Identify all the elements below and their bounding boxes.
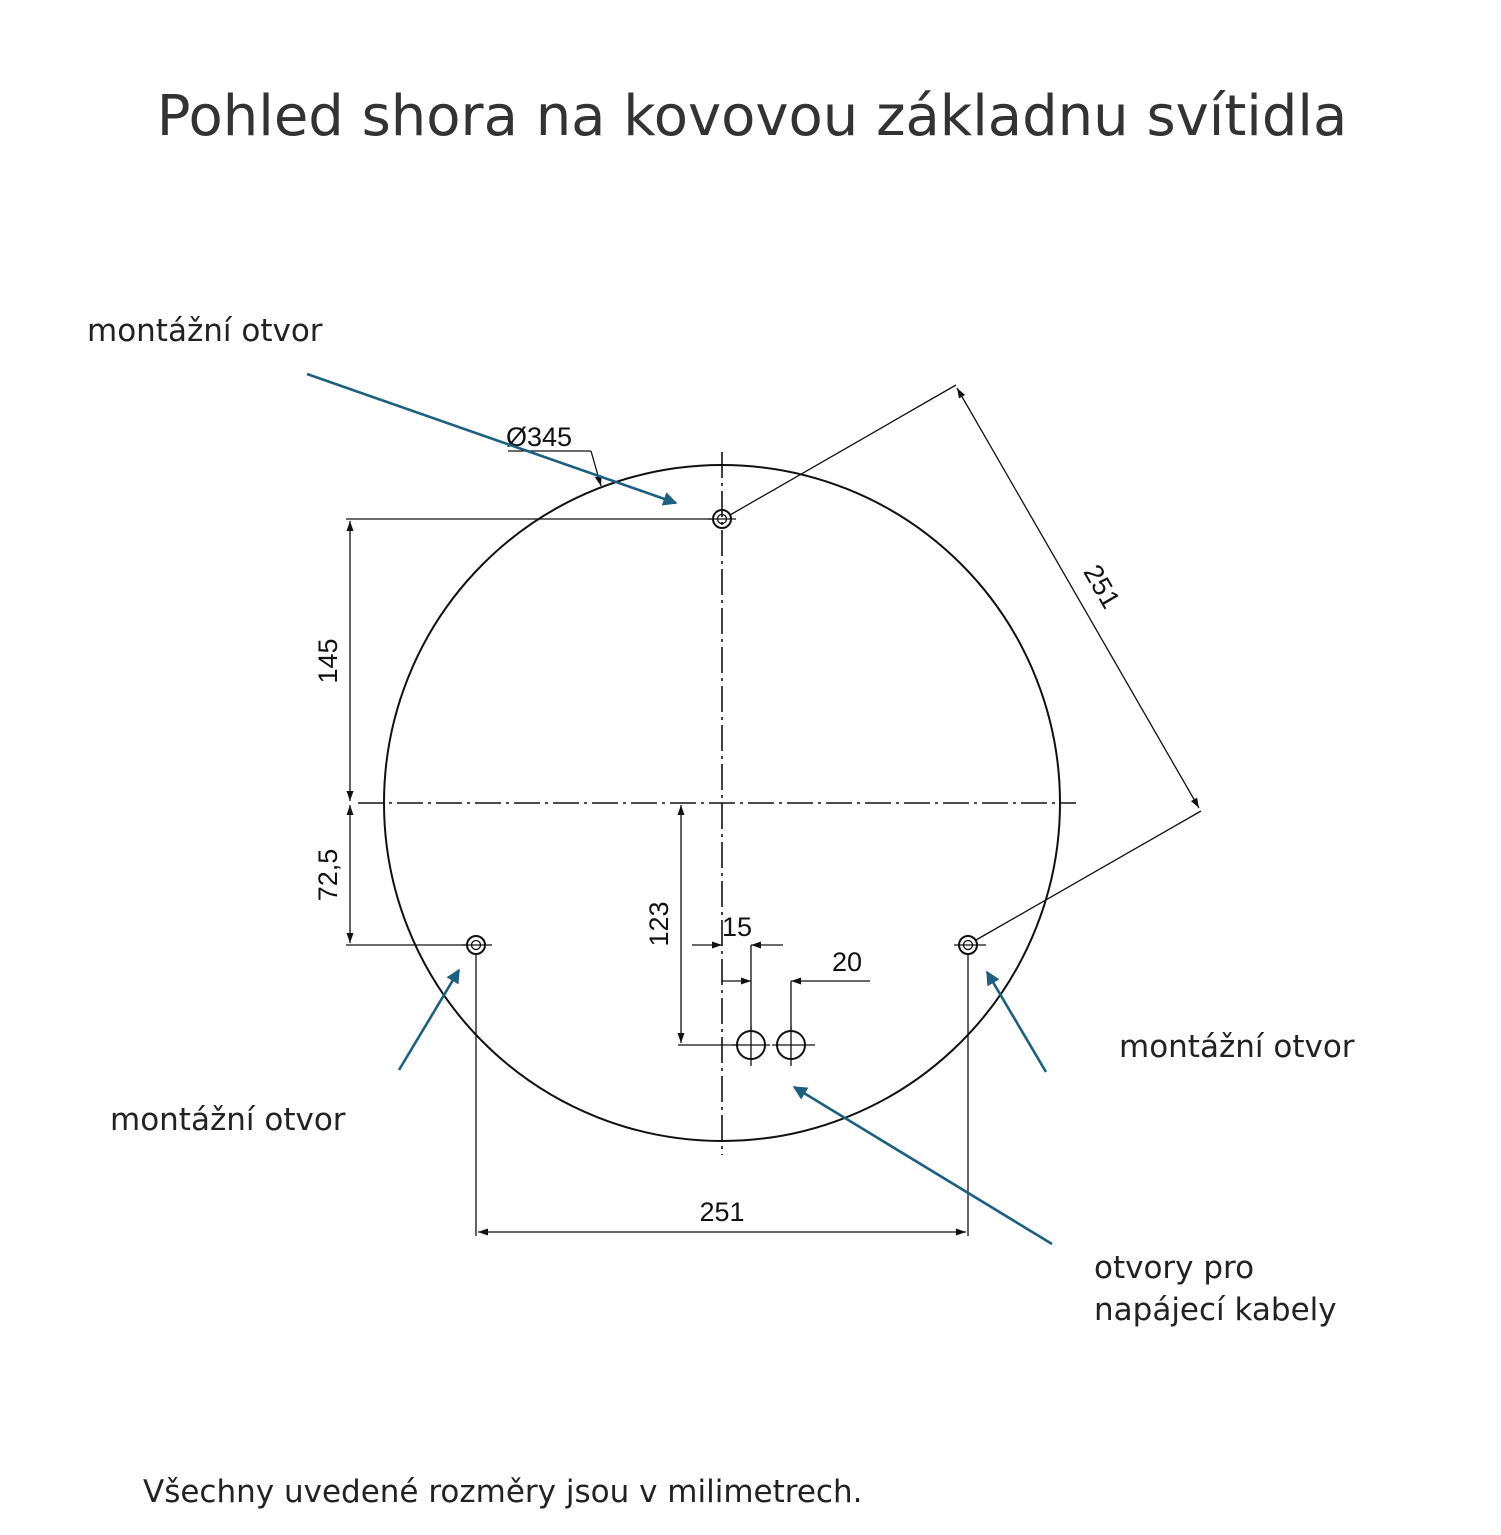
arrow-cable-holes: [794, 1087, 1052, 1244]
mount-hole-right: [954, 936, 986, 954]
dimension-15-lines: [692, 945, 783, 1030]
label-mount-top-left: montážní otvor: [87, 313, 323, 349]
dimension-145: 145: [313, 638, 343, 684]
arrow-mount-left: [399, 970, 459, 1070]
arrow-mount-top: [307, 374, 676, 503]
footer-note: Všechny uvedené rozměry jsou v milimetrech.: [143, 1474, 863, 1510]
dimension-123: 123: [644, 901, 674, 947]
label-mount-right: montážní otvor: [1119, 1029, 1355, 1065]
arrow-mount-right: [987, 972, 1046, 1072]
dimension-251-horizontal: 251: [699, 1197, 745, 1227]
dimension-251-diagonal-lines: [730, 385, 1201, 940]
diameter-dimension: Ø345: [506, 422, 573, 452]
cable-hole-1: [732, 1026, 770, 1066]
cable-hole-2: [772, 1026, 815, 1066]
dimension-72-5: 72,5: [313, 848, 343, 902]
label-cable-holes-line2: napájecí kabely: [1094, 1292, 1337, 1328]
dimension-20-lines: [722, 981, 870, 1030]
dimension-15: 15: [721, 912, 753, 942]
dimension-251-diagonal: 251: [1077, 559, 1127, 614]
page-title: Pohled shora na kovovou základnu svítidla: [156, 84, 1348, 149]
label-cable-holes-line1: otvory pro: [1094, 1250, 1255, 1286]
dimension-20: 20: [831, 947, 863, 977]
diameter-leader: [508, 451, 601, 486]
dimension-145-lines: [346, 519, 714, 801]
label-mount-bottom-left: montážní otvor: [110, 1102, 346, 1138]
